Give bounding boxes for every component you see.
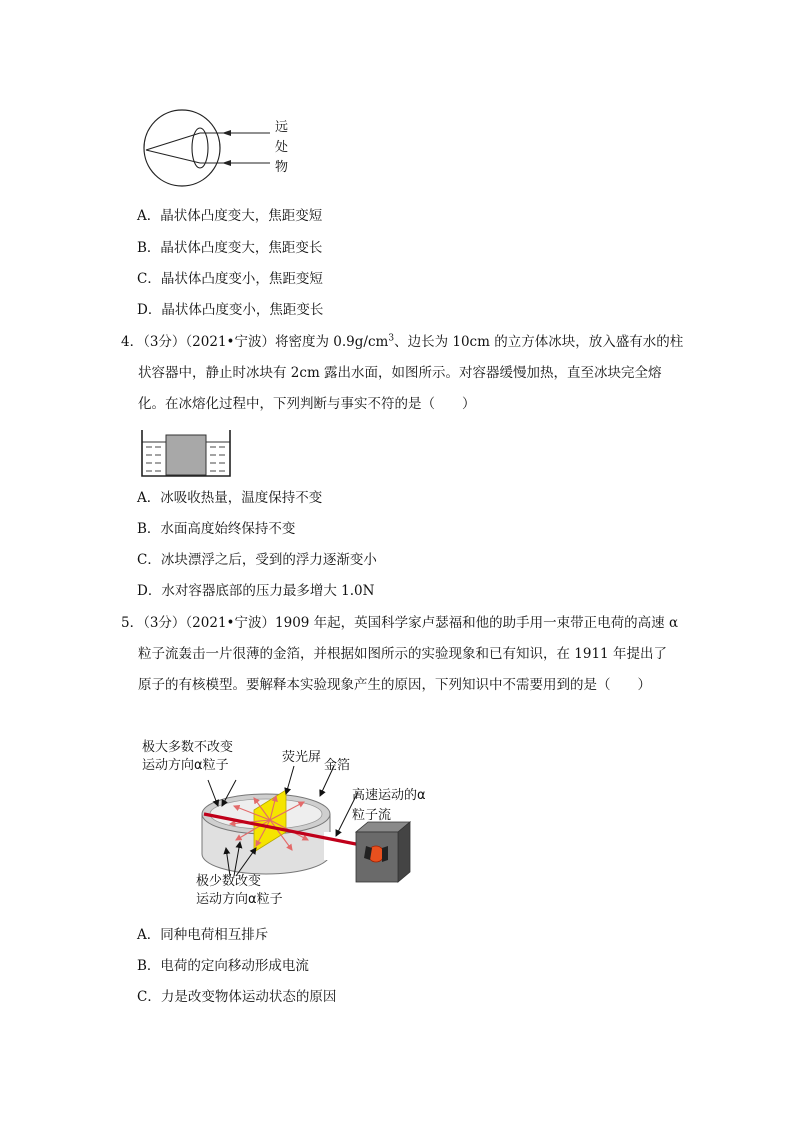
q5-option-b: B．电荷的定向移动形成电流 <box>137 958 309 974</box>
label-far-2: 处 <box>275 140 289 155</box>
q4-line-1: 4．（3分）（2021•宁波）将密度为 $0.9g/cm^3$、边长为 10cm 的立方体冰块，放入盛有水的柱 <box>121 333 684 350</box>
q4-line-3: 化。在冰熔化过程中，下列判断与事实不符的是（ ） <box>138 396 476 412</box>
label-beam-line-1: 高速运动的α <box>352 788 426 803</box>
q5-line-2: 粒子流轰击一片很薄的金箔，并根据如图所示的实验现象和已有知识，在 1911 年提出了 <box>138 646 667 662</box>
ice-container-diagram <box>140 428 232 478</box>
q5-line-1: 5．（3分）（2021•宁波）1909 年起，英国科学家卢瑟福和他的助手用一束带正电荷的高速 α <box>121 615 679 631</box>
ice-container-figure <box>140 428 232 478</box>
q4-option-c: C．冰块漂浮之后，受到的浮力逐渐变小 <box>137 552 377 568</box>
label-most-line-2: 运动方向α粒子 <box>142 758 229 773</box>
q5-score-source: （3分）（2021•宁波） <box>143 615 276 631</box>
q5-option-c: C．力是改变物体运动状态的原因 <box>137 989 337 1005</box>
q5-option-a: A．同种电荷相互排斥 <box>137 927 269 943</box>
eye-figure <box>130 100 310 195</box>
q3-option-b: B．晶状体凸度变大，焦距变长 <box>137 240 323 256</box>
q4-number: 4． <box>121 334 144 350</box>
label-few-line-1: 极少数改变 <box>196 874 262 889</box>
q3-option-a: A．晶状体凸度变大，焦距变短 <box>137 208 323 224</box>
label-far-3: 物 <box>275 160 289 175</box>
q4-line-2: 状容器中，静止时冰块有 2cm 露出水面，如图所示。对容器缓慢加热，直至冰块完全熔 <box>138 365 662 381</box>
q5-line-3: 原子的有核模型。要解释本实验现象产生的原因，下列知识中不需要用到的是（ ） <box>138 677 651 693</box>
q3-option-d: D．晶状体凸度变小，焦距变长 <box>137 302 324 318</box>
label-foil: 金箔 <box>324 758 351 773</box>
rutherford-figure <box>136 736 466 912</box>
label-most-line-1: 极大多数不改变 <box>142 740 234 755</box>
q4-score-source: （3分）（2021•宁波） <box>143 334 276 350</box>
label-beam-line-2: 粒子流 <box>352 808 392 823</box>
label-few-line-2: 运动方向α粒子 <box>196 892 283 907</box>
label-screen: 荧光屏 <box>282 750 322 765</box>
q3-option-c: C．晶状体凸度变小，焦距变短 <box>137 271 323 287</box>
q4-option-b: B．水面高度始终保持不变 <box>137 521 296 537</box>
label-far-1: 远 <box>275 120 289 135</box>
q5-number: 5． <box>121 615 144 631</box>
q4-option-d: D．水对容器底部的压力最多增大 1.0N <box>137 583 375 599</box>
q4-option-a: A．冰吸收热量，温度保持不变 <box>137 490 323 506</box>
